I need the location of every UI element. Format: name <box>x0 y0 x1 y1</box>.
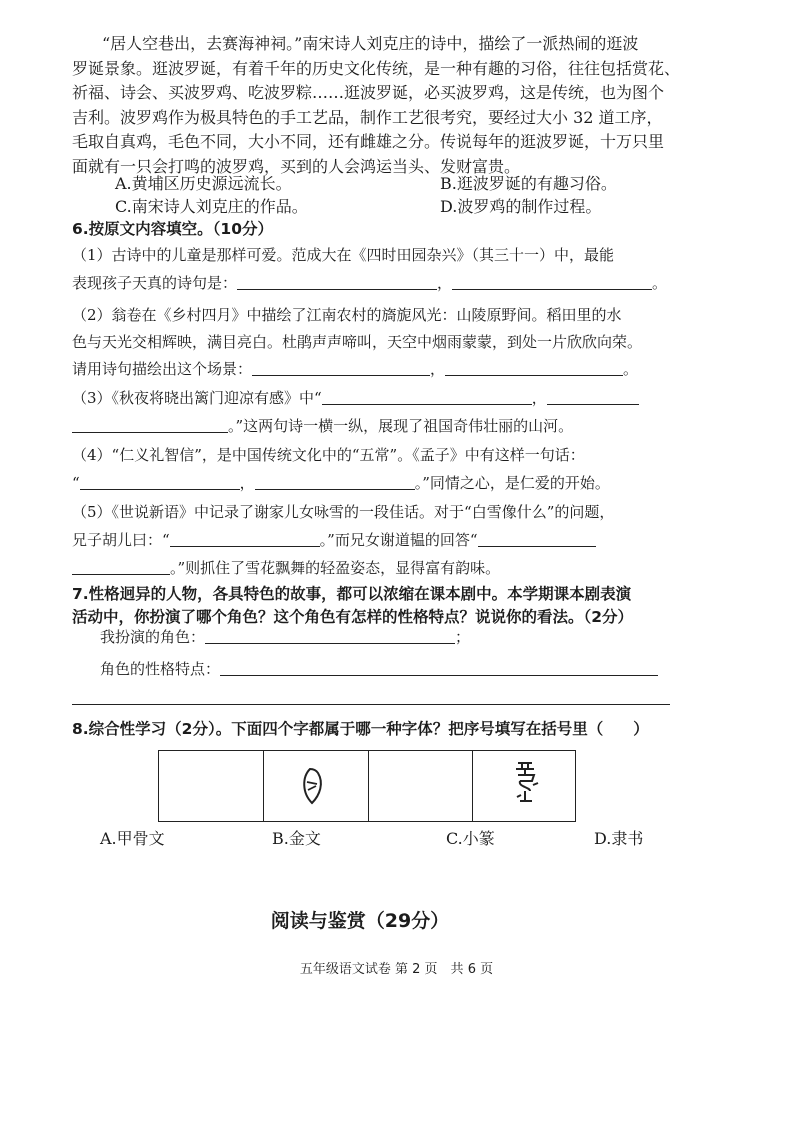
q7-title-line1: 7.性格迥异的人物，各具特色的故事，都可以浓缩在课本剧中。本学期课本剧表演 <box>72 585 632 603</box>
traits-answer-line[interactable] <box>72 704 670 705</box>
passage-line: “居人空巷出，去赛海神祠。”南宋诗人刘克庄的诗中，描绘了一派热闹的逛波 <box>102 34 639 53</box>
q6-p4-line2: “ ， 。”同情之心，是仁爱的开始。 <box>72 474 610 492</box>
answer-bracket[interactable] <box>603 720 633 736</box>
traits-answer-blank[interactable] <box>220 659 658 676</box>
q6-p5-line3 <box>72 557 500 579</box>
page-footer: 五年级语文试卷 第 2 页 共 6 页 <box>299 962 494 977</box>
q6-p2-line3: 请用诗句描绘出这个场景： ， 。 <box>72 360 639 378</box>
option-c[interactable]: C.南宋诗人刘克庄的作品。 <box>115 197 308 216</box>
script-characters-table <box>158 750 576 822</box>
passage-line: 毛取自真鸡，毛色不同，大小不同，还有雌雄之分。传说每年的逛波罗诞，十万只里 <box>72 132 665 151</box>
passage-line: 罗诞景象。逛波罗诞，有着千年的历史文化传统，是一种有趣的习俗，往往包括赏花、 <box>72 58 681 78</box>
q6-p2-label: 请用诗句描绘出这个场景： <box>72 360 253 378</box>
q6-title: 6.按原文内容填空。（10分） <box>72 220 273 238</box>
q8-title: 8.综合性学习（2分）。下面四个字都属于哪一种字体？把序号填写在括号里（ ） <box>72 720 649 738</box>
q7-traits-label: 角色的性格特点： <box>100 660 221 678</box>
ancient-character-glyph <box>508 759 544 809</box>
q8-option-a[interactable]: A.甲骨文 <box>100 829 165 848</box>
role-answer-blank[interactable] <box>205 627 455 644</box>
q7-traits-row <box>100 658 658 680</box>
q6-p3-label: （3）《秋夜将晓出篱门迎凉有感》中“ <box>72 389 322 407</box>
q6-p2-line2: 色与天光交相辉映，满目亮白。杜鹃声声啼叫，天空中烟雨蒙蒙，到处一片欣欣向荣。 <box>72 333 643 351</box>
answer-blank[interactable] <box>478 530 596 547</box>
answer-blank[interactable] <box>452 273 652 290</box>
q6-p1-line2: 表现孩子天真的诗句是： ， 。 <box>72 274 668 292</box>
answer-blank[interactable] <box>255 473 415 490</box>
answer-blank[interactable] <box>170 530 320 547</box>
q7-role-row: 我扮演的角色： ； <box>100 628 471 646</box>
q6-p4-line1: （4）“仁义礼智信”，是中国传统文化中的“五常”。《孟子》中有这样一句话： <box>72 446 585 464</box>
q6-p1-label: 表现孩子天真的诗句是： <box>72 274 238 292</box>
q6-p5-tail: 。”则抓住了雪花飘舞的轻盈姿态，显得富有韵味。 <box>170 559 501 577</box>
q8-option-b[interactable]: B.金文 <box>272 829 321 848</box>
q7-title-line2: 活动中，你扮演了哪个角色？这个角色有怎样的性格特点？说说你的看法。（2分） <box>72 608 634 626</box>
option-d[interactable]: D.波罗鸡的制作过程。 <box>440 197 602 216</box>
section-title: 阅读与鉴赏（29分） <box>270 910 450 932</box>
q6-p5-line2 <box>72 529 596 551</box>
q8-option-d[interactable]: D.隶书 <box>594 829 644 848</box>
passage-line: 祈福、诗会、买波罗鸡、吃波罗粽……逛波罗诞，必买波罗鸡，这是传统，也为图个 <box>72 83 665 102</box>
q8-option-c[interactable]: C.小篆 <box>446 829 495 848</box>
q7-role-label: 我扮演的角色： <box>100 628 206 646</box>
q6-p5-label-a: 兄子胡儿曰：“ <box>72 531 170 549</box>
answer-blank[interactable] <box>252 359 430 376</box>
answer-blank[interactable] <box>445 359 623 376</box>
q6-p3-tail: 。”这两句诗一横一纵，展现了祖国奇伟壮丽的山河。 <box>228 417 574 435</box>
passage-line: 吉利。波罗鸡作为极具特色的手工艺品，制作工艺很考究，要经过大小 32 道工序， <box>72 107 663 127</box>
q6-p4-tail: 。”同情之心，是仁爱的开始。 <box>414 474 610 492</box>
answer-blank[interactable] <box>547 388 639 405</box>
option-b[interactable]: B.逛波罗诞的有趣习俗。 <box>440 174 617 193</box>
option-a[interactable]: A.黄埔区历史源远流长。 <box>115 174 292 193</box>
q6-p5-label-b: 。”而兄女谢道韫的回答“ <box>319 531 478 549</box>
answer-blank[interactable] <box>80 473 240 490</box>
q6-p3-line2 <box>72 415 573 437</box>
passage-line: 面就有一只会打鸣的波罗鸡，买到的人会鸿运当头、发财富贵。 <box>72 156 521 176</box>
answer-blank[interactable] <box>237 273 437 290</box>
passage-text <box>72 32 727 179</box>
q6-p5-line1: （5）《世说新语》中记录了谢家儿女咏雪的一段佳话。对于“白雪像什么”的问题， <box>72 503 615 521</box>
q6-p2-line1: （2）翁卷在《乡村四月》中描绘了江南农村的旖旎风光：山陵原野间。稻田里的水 <box>72 306 622 324</box>
q6-p1-line1: （1）古诗中的儿童是那样可爱。范成大在《四时田园杂兴》（其三十一）中，最能 <box>72 246 615 264</box>
q6-p3-line1: （3）《秋夜将晓出篱门迎凉有感》中“ ， <box>72 387 639 409</box>
answer-blank[interactable] <box>72 558 170 575</box>
ancient-character-glyph <box>298 765 332 807</box>
answer-blank[interactable] <box>72 416 228 433</box>
answer-blank[interactable] <box>322 388 532 405</box>
